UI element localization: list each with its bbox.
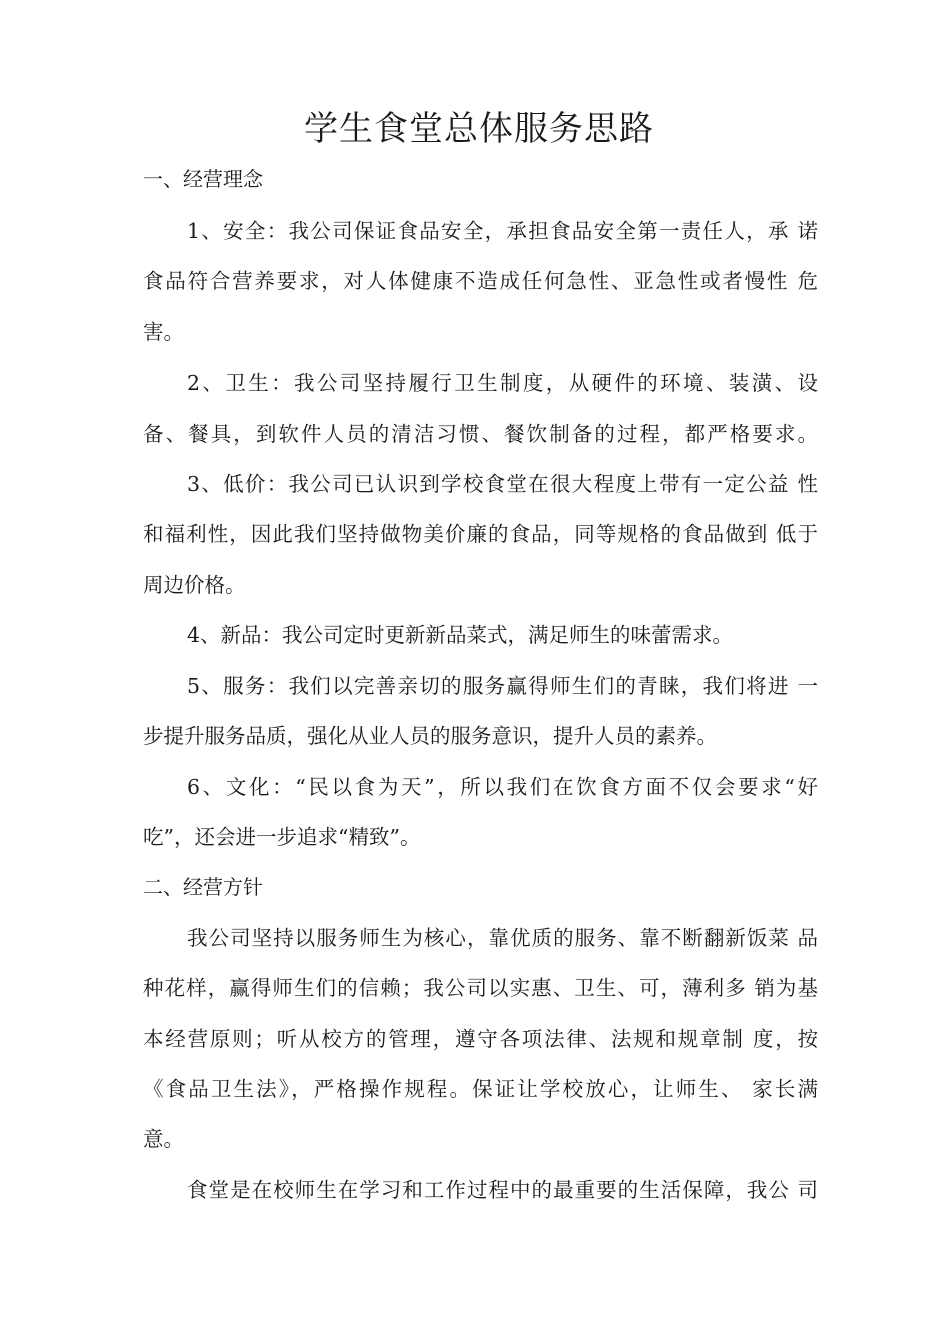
paragraph-line: 2、卫生：我公司坚持履行卫生制度，从硬件的环境、装潢、设	[187, 371, 818, 395]
section-heading-business-philosophy: 一、经营理念	[143, 167, 263, 191]
paragraph-line: 备、餐具，到软件人员的清洁习惯、餐饮制备的过程，都严格要求。	[143, 422, 818, 446]
paragraph-line: 步提升服务品质，强化从业人员的服务意识，提升人员的素养。	[143, 724, 717, 748]
document-title: 学生食堂总体服务思路	[304, 109, 654, 149]
paragraph-line: 食堂是在校师生在学习和工作过程中的最重要的生活保障，我公 司	[187, 1178, 818, 1202]
paragraph-line: 本经营原则；听从校方的管理，遵守各项法律、法规和规章制 度，按	[143, 1027, 818, 1051]
paragraph-line: 和福利性，因此我们坚持做物美价廉的食品，同等规格的食品做到 低于	[143, 522, 818, 546]
paragraph-line: 我公司坚持以服务师生为核心，靠优质的服务、靠不断翻新饭菜 品	[187, 926, 818, 950]
paragraph-line: 周边价格。	[143, 573, 246, 597]
section-heading-business-policy: 二、经营方针	[143, 875, 263, 899]
paragraph-line: 吃”，还会进一步追求“精致”。	[143, 825, 421, 849]
paragraph-line: 1、安全：我公司保证食品安全，承担食品安全第一责任人，承 诺	[187, 219, 818, 243]
paragraph-line: 4、新品：我公司定时更新新品菜式，满足师生的味蕾需求。	[187, 623, 734, 647]
paragraph-line: 意。	[143, 1127, 184, 1151]
paragraph-line: 《食品卫生法》，严格操作规程。保证让学校放心，让师生、 家长满	[143, 1077, 818, 1101]
paragraph-line: 种花样，赢得师生们的信赖；我公司以实惠、卫生、可，薄利多 销为基	[143, 976, 818, 1000]
paragraph-line: 6、文化：“民以食为天”，所以我们在饮食方面不仅会要求“好	[187, 775, 818, 799]
paragraph-line: 5、服务：我们以完善亲切的服务赢得师生们的青睐，我们将进 一	[187, 674, 818, 698]
paragraph-line: 3、低价：我公司已认识到学校食堂在很大程度上带有一定公益 性	[187, 472, 818, 496]
paragraph-line: 食品符合营养要求，对人体健康不造成任何急性、亚急性或者慢性 危	[143, 269, 818, 293]
paragraph-line: 害。	[143, 320, 184, 344]
